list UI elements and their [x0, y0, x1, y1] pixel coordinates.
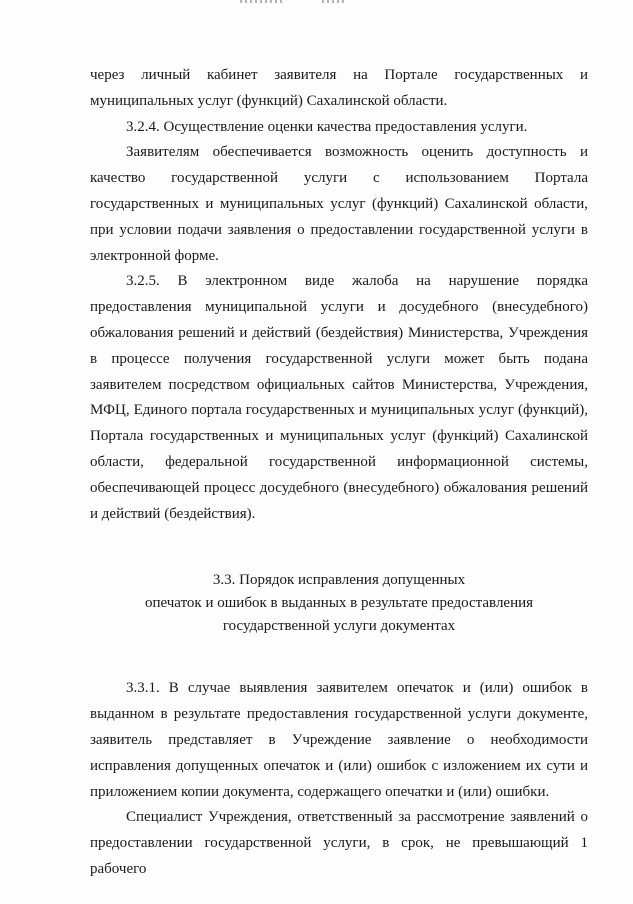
paragraph-3-2-5: 3.2.5. В электронном виде жалоба на нарушение порядка предоставления муниципальной услуги и досудебного (внесудебного) обжалования решений и действий (бездействия) Министерства, Учреждения в процессе получения государственной услуги может быть подана заявителем посредством официальных сайтов Министерства, Учреждения, МФЦ, Единого портала государственных и муниципальных услуг (функций), Портала государственных и муниципальных услуг (функций) Сахалинской области, федеральной государственной информационной системы, обеспечивающей процесс досудебного (внесудебного) обжалования решений и действий (бездействия).	[90, 273, 588, 522]
paragraph-specialist: Специалист Учреждения, ответственный за рассмотрение заявлений о предоставлении государственной услуги, в срок, не превышающий 1 рабочего	[90, 809, 588, 877]
section-heading-3-3	[90, 569, 588, 638]
heading-line-2: опечаток и ошибок в выданных в результате предоставления	[144, 595, 534, 612]
paragraph-3-3-1: 3.3.1. В случае выявления заявителем опечаток и (или) ошибок в выданном в результате предоставления государственной услуги документе, заявитель представляет в Учреждение заявление о необходимости исправления допущенных опечаток и (или) ошибок с изложением их сути и приложением копии документа, содержащего опечатки и (или) ошибки.	[90, 680, 588, 800]
heading-line-3: государственной услуги документах	[222, 618, 456, 635]
scan-artifact	[240, 0, 282, 3]
paragraph-3-2-4: 3.2.4. Осуществление оценки качества предоставления услуги.	[126, 118, 528, 135]
paragraph-portal-cabinet: через личный кабинет заявителя на Портале государственных и муниципальных услуг (функций) Сахалинской области.	[90, 67, 588, 109]
scan-artifact	[322, 0, 344, 3]
paragraph-quality-assessment: Заявителям обеспечивается возможность оценить доступность и качество государственной услуги с использованием Портала государственных и муниципальных услуг (функций) Сахалинской области, при условии подачи заявления о предоставлении государственной услуги в электронной форме.	[90, 144, 588, 264]
document-body	[90, 63, 588, 883]
heading-line-1: 3.3. Порядок исправления допущенных	[212, 572, 466, 589]
